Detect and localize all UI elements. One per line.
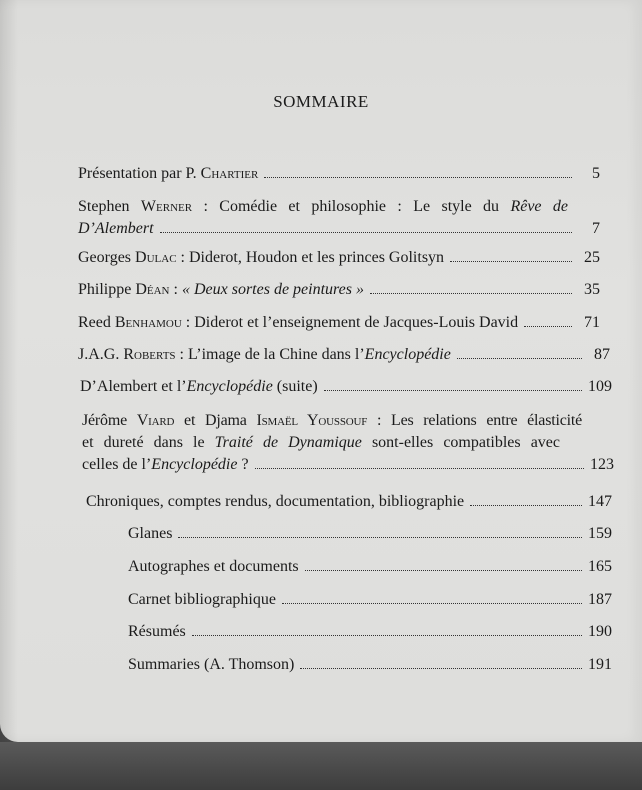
- toc-entry: [78, 196, 600, 240]
- dot-leader: [192, 635, 582, 636]
- entry-text: Philippe Déan : « Deux sortes de peintures »: [78, 281, 365, 298]
- page-number: 187: [588, 591, 612, 608]
- entry-text: celles de l’Encyclopédie ?: [82, 456, 249, 473]
- page-number: 165: [588, 558, 612, 575]
- dot-leader: [160, 232, 572, 233]
- toc-subentry: [128, 523, 612, 545]
- page-number: 35: [584, 281, 600, 298]
- entry-text: Reed Benhamou : Diderot et l’enseignement de Jacques-Louis David: [78, 314, 519, 331]
- toc-entry: [78, 344, 610, 366]
- toc-entry: [86, 491, 612, 513]
- dot-leader: [370, 293, 572, 294]
- toc-subentry: [128, 654, 612, 676]
- page-number: 191: [588, 656, 612, 673]
- toc-subentry: [128, 556, 612, 578]
- toc-subentry: [128, 589, 612, 611]
- toc-entry: [78, 279, 600, 301]
- toc-entry: [78, 312, 600, 334]
- page-number: 5: [592, 165, 600, 182]
- dot-leader: [300, 668, 582, 669]
- page-number: 109: [588, 378, 612, 395]
- toc-entry: [82, 410, 614, 476]
- dot-leader: [178, 537, 582, 538]
- page-title: SOMMAIRE: [273, 92, 369, 111]
- entry-text: et dureté dans le Traité de Dynamique sont-elles compatibles avec: [82, 434, 560, 451]
- entry-text: Carnet bibliographique: [128, 591, 276, 608]
- page-number: 87: [594, 346, 610, 363]
- dot-leader: [324, 390, 582, 391]
- entry-text: Jérôme Viard et Djama Ismaël Youssouf : Les relations entre élasticité: [82, 412, 583, 429]
- toc-entry: [80, 376, 612, 398]
- entry-text: Chroniques, comptes rendus, documentation, bibliographie: [86, 493, 465, 510]
- page-number: 159: [588, 525, 612, 542]
- entry-text: J.A.G. Roberts : L’image de la Chine dans l’Encyclopédie: [78, 346, 451, 363]
- entry-text: Glanes: [128, 525, 173, 542]
- dot-leader: [305, 570, 582, 571]
- book-edge-background: [0, 742, 642, 790]
- entry-text: Présentation par P. Chartier: [78, 165, 259, 182]
- dot-leader: [264, 177, 572, 178]
- entry-text: Georges Dulac : Diderot, Houdon et les princes Golitsyn: [78, 249, 445, 266]
- page-number: 123: [590, 456, 614, 473]
- page-number: 25: [584, 249, 600, 266]
- entry-text: Autographes et documents: [128, 558, 299, 575]
- entry-text: Résumés: [128, 623, 186, 640]
- entry-text: Stephen Werner : Comédie et philosophie : Le style du Rêve de: [78, 198, 568, 215]
- dot-leader: [255, 468, 584, 469]
- dot-leader: [282, 603, 582, 604]
- dot-leader: [457, 358, 582, 359]
- dot-leader: [450, 261, 572, 262]
- toc-entry: [78, 247, 600, 269]
- entry-text: Summaries (A. Thomson): [128, 656, 295, 673]
- toc-subentry: [128, 621, 612, 643]
- page-number: 147: [588, 493, 612, 510]
- dot-leader: [524, 326, 572, 327]
- toc-entry: [78, 163, 600, 185]
- dot-leader: [470, 505, 582, 506]
- entry-text: D’Alembert: [78, 220, 154, 237]
- entry-text: D’Alembert et l’Encyclopédie (suite): [80, 378, 318, 395]
- page-number: 190: [588, 623, 612, 640]
- page-number: 7: [592, 220, 600, 237]
- page-number: 71: [584, 314, 600, 331]
